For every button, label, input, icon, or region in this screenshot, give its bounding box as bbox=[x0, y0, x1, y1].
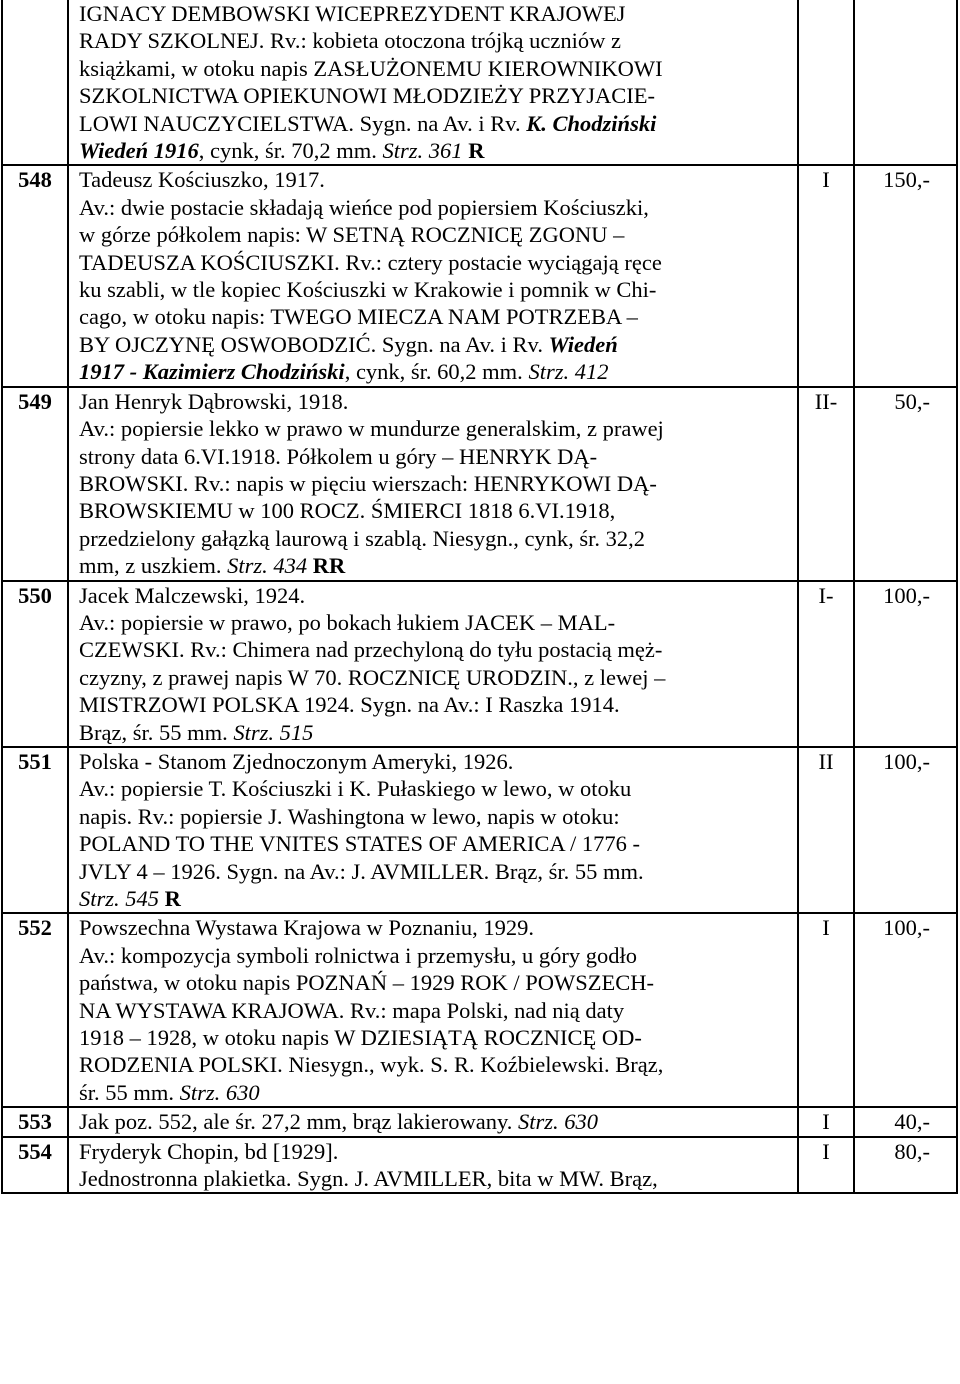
text-run: 1918 – 1928, w otoku napis W DZIESIĄTĄ ROCZNICĘ OD- bbox=[79, 1025, 642, 1051]
entry-price: 150,- bbox=[854, 165, 957, 386]
text-run: ku szabli, w tle kopiec Kościuszki w Krakowie i pomnik w Chi- bbox=[79, 277, 657, 303]
entry-description bbox=[68, 1107, 798, 1136]
description-line bbox=[79, 249, 791, 276]
entry-number: 552 bbox=[2, 913, 68, 1107]
text-run: BY OJCZYNĘ OSWOBODZIĆ. Sygn. na Av. i Rv. bbox=[79, 331, 549, 357]
text-run: cago, w otoku napis: TWEGO MIECZA NAM POTRZEBA – bbox=[79, 304, 638, 330]
text-run: , cynk, śr. 70,2 mm. bbox=[198, 138, 383, 164]
text-run: MISTRZOWI POLSKA 1924. Sygn. na Av.: I Raszka 1914. bbox=[79, 692, 620, 718]
text-run: Strz. 412 bbox=[528, 359, 609, 385]
description-line bbox=[79, 803, 791, 830]
description-line bbox=[79, 636, 791, 663]
description-line bbox=[79, 110, 791, 137]
text-run: Strz. 361 bbox=[382, 138, 463, 164]
text-run: LOWI NAUCZYCIELSTWA. Sygn. na Av. i Rv. bbox=[79, 110, 527, 136]
description-line bbox=[79, 0, 791, 27]
text-run: IGNACY DEMBOWSKI WICEPREZYDENT KRAJOWEJ bbox=[79, 1, 626, 26]
text-run: Av.: popiersie lekko w prawo w mundurze generalskim, z prawej bbox=[79, 416, 664, 442]
entry-description bbox=[68, 1137, 798, 1194]
catalog-entry bbox=[2, 1137, 957, 1194]
description-line bbox=[79, 885, 791, 912]
text-run: Fryderyk Chopin, bd [1929]. bbox=[79, 1138, 339, 1164]
catalog-entry bbox=[2, 581, 957, 747]
text-run: Jacek Malczewski, 1924. bbox=[79, 582, 306, 608]
text-run: Jak poz. 552, ale śr. 27,2 mm, brąz lakierowany. bbox=[79, 1109, 519, 1135]
description-line bbox=[79, 388, 791, 415]
text-run: R bbox=[468, 138, 485, 164]
text-run: RADY SZKOLNEJ. Rv.: kobieta otoczona trójką uczniów z bbox=[79, 28, 621, 54]
text-run: Tadeusz Kościuszko, 1917. bbox=[79, 167, 325, 193]
entry-grade: I bbox=[798, 165, 854, 386]
description-line bbox=[79, 497, 791, 524]
description-line bbox=[79, 775, 791, 802]
catalog-entry bbox=[2, 0, 957, 165]
description-line bbox=[79, 858, 791, 885]
text-run: Strz. 545 bbox=[79, 886, 160, 911]
text-run: Wiedeń 1916 bbox=[79, 138, 199, 164]
entry-description bbox=[68, 387, 798, 581]
text-run: przedzielony gałązką laurową i szablą. Niesygn., cynk, śr. 32,2 bbox=[79, 525, 646, 551]
description-line bbox=[79, 552, 791, 579]
text-run: K. Chodziński bbox=[526, 110, 657, 136]
description-line bbox=[79, 942, 791, 969]
description-line bbox=[79, 470, 791, 497]
text-run: Strz. 630 bbox=[518, 1109, 599, 1135]
catalog-body bbox=[2, 0, 957, 1193]
entry-grade: I bbox=[798, 1137, 854, 1194]
description-line bbox=[79, 830, 791, 857]
text-run: Jan Henryk Dąbrowski, 1918. bbox=[79, 388, 349, 414]
description-line bbox=[79, 582, 791, 609]
entry-number bbox=[2, 0, 68, 165]
description-line bbox=[79, 1079, 791, 1106]
entry-description bbox=[68, 165, 798, 386]
text-run: BROWSKI. Rv.: napis w pięciu wierszach: HENRYKOWI DĄ- bbox=[79, 470, 657, 496]
catalog-entry bbox=[2, 165, 957, 386]
text-run: Strz. 630 bbox=[179, 1079, 260, 1105]
description-line bbox=[79, 719, 791, 746]
description-line bbox=[79, 997, 791, 1024]
entry-number: 548 bbox=[2, 165, 68, 386]
text-run: Av.: popiersie w prawo, po bokach łukiem JACEK – MAL- bbox=[79, 609, 616, 635]
entry-grade: I bbox=[798, 913, 854, 1107]
text-run: Av.: popiersie T. Kościuszki i K. Pułaskiego w lewo, w otoku bbox=[79, 776, 632, 802]
description-line bbox=[79, 331, 791, 358]
text-run: Polska - Stanom Zjednoczonym Ameryki, 1926. bbox=[79, 748, 514, 774]
entry-price bbox=[854, 0, 957, 165]
catalog-entry bbox=[2, 747, 957, 913]
entry-description bbox=[68, 913, 798, 1107]
catalog-entry bbox=[2, 913, 957, 1107]
entry-grade bbox=[798, 0, 854, 165]
entry-price: 40,- bbox=[854, 1107, 957, 1136]
description-line bbox=[79, 748, 791, 775]
text-run: R bbox=[164, 886, 181, 911]
text-run: CZEWSKI. Rv.: Chimera nad przechyloną do tyłu postacią męż- bbox=[79, 637, 663, 663]
description-line bbox=[79, 358, 791, 385]
text-run: napis. Rv.: popiersie J. Washingtona w lewo, napis w otoku: bbox=[79, 803, 620, 829]
entry-number: 550 bbox=[2, 581, 68, 747]
entry-price: 50,- bbox=[854, 387, 957, 581]
description-line bbox=[79, 137, 791, 164]
entry-grade: I- bbox=[798, 581, 854, 747]
entry-grade: I bbox=[798, 1107, 854, 1136]
description-line bbox=[79, 221, 791, 248]
description-line bbox=[79, 969, 791, 996]
entry-price: 100,- bbox=[854, 913, 957, 1107]
description-line bbox=[79, 194, 791, 221]
text-run: JVLY 4 – 1926. Sygn. na Av.: J. AVMILLER. Brąz, śr. 55 mm. bbox=[79, 858, 644, 884]
description-line bbox=[79, 1165, 791, 1192]
entry-price: 80,- bbox=[854, 1137, 957, 1194]
description-line bbox=[79, 609, 791, 636]
description-line bbox=[79, 691, 791, 718]
text-run: Wiedeń bbox=[548, 331, 618, 357]
description-line bbox=[79, 55, 791, 82]
catalog-entry bbox=[2, 387, 957, 581]
description-line bbox=[79, 1138, 791, 1165]
description-line bbox=[79, 914, 791, 941]
text-run: w górze półkolem napis: W SETNĄ ROCZNICĘ ZGONU – bbox=[79, 222, 625, 248]
entry-number: 553 bbox=[2, 1107, 68, 1136]
description-line bbox=[79, 276, 791, 303]
text-run: śr. 55 mm. bbox=[79, 1079, 180, 1105]
text-run: mm, z uszkiem. bbox=[79, 553, 228, 579]
text-run: książkami, w otoku napis ZASŁUŻONEMU KIEROWNIKOWI bbox=[79, 55, 663, 81]
description-line bbox=[79, 82, 791, 109]
entry-description bbox=[68, 747, 798, 913]
entry-description bbox=[68, 0, 798, 165]
entry-description bbox=[68, 581, 798, 747]
text-run: Strz. 434 bbox=[227, 553, 308, 579]
text-run: strony data 6.VI.1918. Półkolem u góry – HENRYK DĄ- bbox=[79, 443, 598, 469]
text-run: , cynk, śr. 60,2 mm. bbox=[344, 359, 529, 385]
description-line bbox=[79, 1108, 791, 1135]
description-line bbox=[79, 525, 791, 552]
entry-price: 100,- bbox=[854, 747, 957, 913]
text-run: Powszechna Wystawa Krajowa w Poznaniu, 1929. bbox=[79, 915, 534, 941]
entry-number: 549 bbox=[2, 387, 68, 581]
description-line bbox=[79, 303, 791, 330]
description-line bbox=[79, 27, 791, 54]
text-run: Strz. 515 bbox=[233, 719, 314, 745]
text-run: SZKOLNICTWA OPIEKUNOWI MŁODZIEŻY PRZYJACIE- bbox=[79, 83, 655, 109]
text-run: czyzny, z prawej napis W 70. ROCZNICĘ URODZIN., z lewej – bbox=[79, 664, 666, 690]
text-run: Av.: kompozycja symboli rolnictwa i przemysłu, u góry godło bbox=[79, 942, 638, 968]
description-line bbox=[79, 443, 791, 470]
entry-number: 554 bbox=[2, 1137, 68, 1194]
entry-price: 100,- bbox=[854, 581, 957, 747]
text-run: państwa, w otoku napis POZNAŃ – 1929 ROK / POWSZECH- bbox=[79, 970, 654, 996]
catalog-table bbox=[1, 0, 958, 1194]
text-run: RR bbox=[312, 553, 346, 579]
text-run: NA WYSTAWA KRAJOWA. Rv.: mapa Polski, nad nią daty bbox=[79, 997, 625, 1023]
description-line bbox=[79, 664, 791, 691]
entry-grade: II bbox=[798, 747, 854, 913]
description-line bbox=[79, 415, 791, 442]
text-run: 1917 - Kazimierz Chodziński bbox=[79, 359, 345, 385]
catalog-entry bbox=[2, 1107, 957, 1136]
text-run: Av.: dwie postacie składają wieńce pod popiersiem Kościuszki, bbox=[79, 194, 649, 220]
text-run: Brąz, śr. 55 mm. bbox=[79, 719, 234, 745]
description-line bbox=[79, 166, 791, 193]
text-run: TADEUSZA KOŚCIUSZKI. Rv.: cztery postacie wyciągają ręce bbox=[79, 249, 662, 275]
text-run: RODZENIA POLSKI. Niesygn., wyk. S. R. Koźbielewski. Brąz, bbox=[79, 1052, 664, 1078]
entry-number: 551 bbox=[2, 747, 68, 913]
text-run: Jednostronna plakietka. Sygn. J. AVMILLER, bita w MW. Brąz, bbox=[79, 1166, 658, 1192]
entry-grade: II- bbox=[798, 387, 854, 581]
description-line bbox=[79, 1051, 791, 1078]
text-run: BROWSKIEMU w 100 ROCZ. ŚMIERCI 1818 6.VI.1918, bbox=[79, 498, 616, 524]
description-line bbox=[79, 1024, 791, 1051]
text-run: POLAND TO THE VNITES STATES OF AMERICA / 1776 - bbox=[79, 831, 640, 857]
